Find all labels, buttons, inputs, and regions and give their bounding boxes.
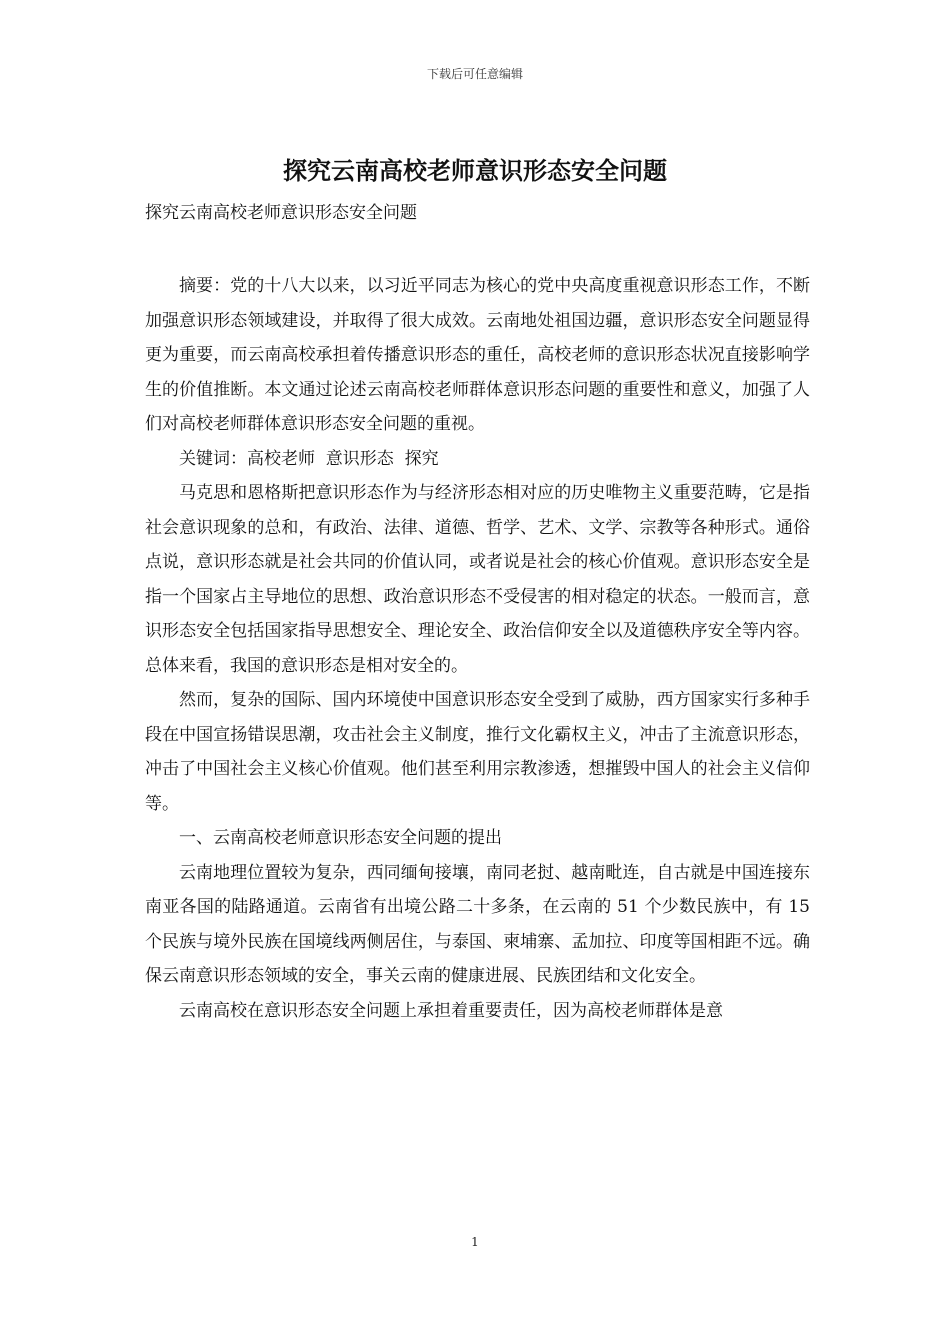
body-paragraph: 然而，复杂的国际、国内环境使中国意识形态安全受到了威胁，西方国家实行多种手段在中国宣扬错误思潮，攻击社会主义制度，推行文化霸权主义，冲击了主流意识形态，冲击了中国社会主义核心价值观。他们甚至利用宗教渗透，想摧毁中国人的社会主义信仰等。	[145, 690, 810, 814]
keywords-line: 关键词：高校老师 意识形态 探究	[179, 448, 439, 469]
page-number: 1	[471, 1235, 479, 1249]
document-title: 探究云南高校老师意识形态安全问题	[283, 156, 667, 185]
document-body	[145, 269, 810, 1028]
document-subtitle: 探究云南高校老师意识形态安全问题	[145, 203, 417, 223]
body-paragraph: 云南高校在意识形态安全问题上承担着重要责任，因为高校老师群体是意	[179, 1000, 723, 1021]
abstract-paragraph: 摘要：党的十八大以来，以习近平同志为核心的党中央高度重视意识形态工作，不断加强意识形态领域建设，并取得了很大成效。云南地处祖国边疆，意识形态安全问题显得更为重要，而云南高校承担着传播意识形态的重任，高校老师的意识形态状况直接影响学生的价值推断。本文通过论述云南高校老师群体意识形态问题的重要性和意义，加强了人们对高校老师群体意识形态安全问题的重视。	[145, 276, 810, 434]
body-paragraph: 马克思和恩格斯把意识形态作为与经济形态相对应的历史唯物主义重要范畴，它是指社会意识现象的总和，有政治、法律、道德、哲学、艺术、文学、宗教等各种形式。通俗点说，意识形态就是社会共同的价值认同，或者说是社会的核心价值观。意识形态安全是指一个国家占主导地位的思想、政治意识形态不受侵害的相对稳定的状态。一般而言，意识形态安全包括国家指导思想安全、理论安全、政治信仰安全以及道德秩序安全等内容。总体来看，我国的意识形态是相对安全的。	[145, 483, 810, 676]
body-paragraph: 云南地理位置较为复杂，西同缅甸接壤，南同老挝、越南毗连，自古就是中国连接东南亚各国的陆路通道。云南省有出境公路二十多条，在云南的 51 个少数民族中，有 15 个民族与境外民族在国境线两侧居住，与泰国、柬埔寨、孟加拉、印度等国相距不远。确保云南意识形态领域的安全，事关云南的健康进展、民族团结和文化安全。	[145, 862, 810, 986]
page-header-note: 下载后可任意编辑	[426, 67, 523, 81]
section-heading: 一、云南高校老师意识形态安全问题的提出	[179, 828, 502, 848]
